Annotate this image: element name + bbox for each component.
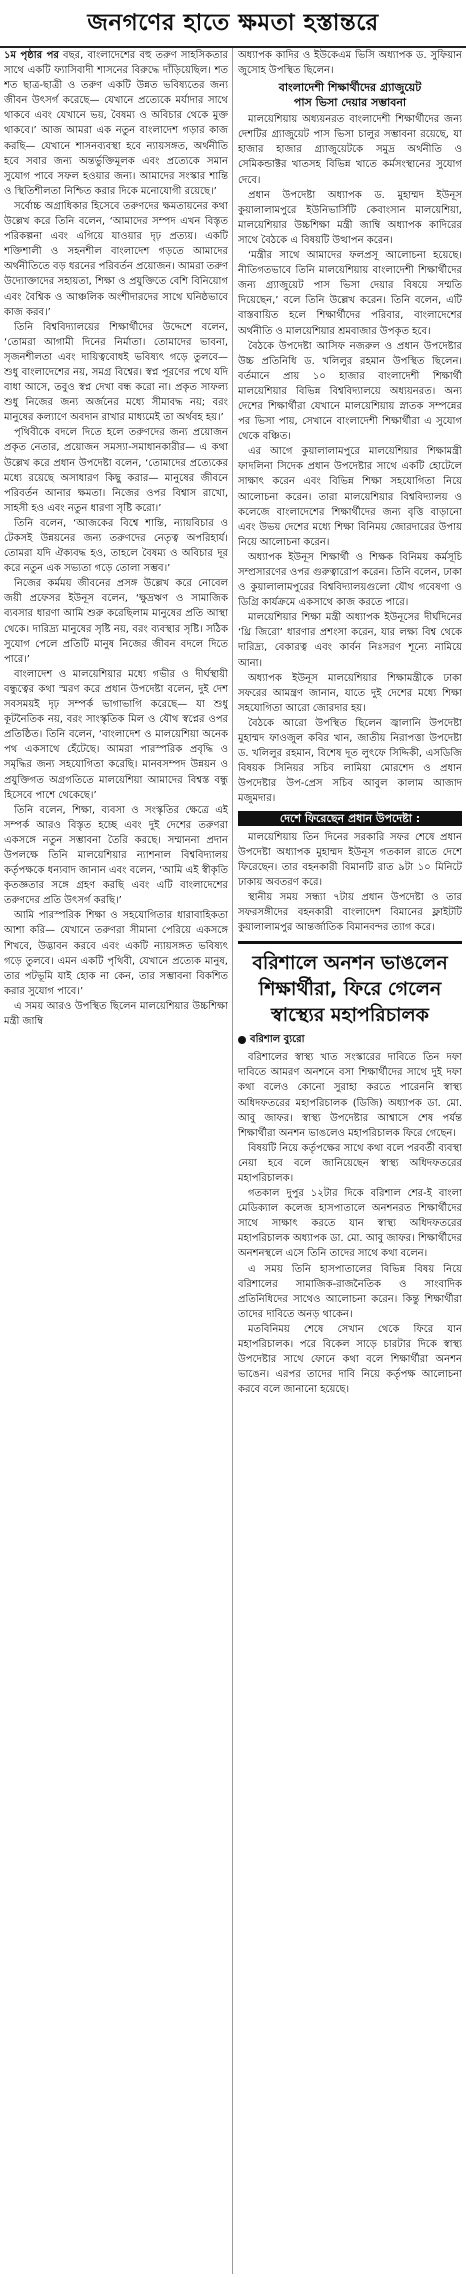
subheading-line: পাস ভিসা দেয়ার সম্ভাবনা (293, 96, 407, 110)
article-paragraph: তিনি বলেন, ‘আজকের বিশ্বে শান্তি, ন্যায়বিচার ও টেকসই উন্নয়নের জন্য তরুণদের নেতৃত্ব অপরিহার্য। তোমরা যদি ঐক্যবদ্ধ হও, তাহলে বৈষম্য ও অবিচার দূর করে নতুন এক সভ্যতা গড়ে তোলা সম্ভব।’ (4, 517, 228, 575)
article-paragraph: এ সময় আরও উপস্থিত ছিলেন মালয়েশিয়ার উচ্চশিক্ষা মন্ত্রী জাম্বি (4, 1000, 228, 1027)
continued-label: ১ম পৃষ্ঠার পর (4, 50, 59, 61)
article-paragraph: অধ্যাপক কাদির ও ইউকেএম ভিসি অধ্যাপক ড. সুফিয়ান জুসোহ উপস্থিত ছিলেন। (238, 50, 462, 77)
left-column (4, 48, 228, 2274)
article-paragraph: ‘মন্ত্রীর সাথে আমাদের ফলপ্রসূ আলোচনা হয়েছে। নীতিগতভাবে তিনি মালয়েশিয়ায় বাংলাদেশী শিক্ষার্থীদের জন্য গ্র্যাজুয়েট পাস ভিসা দেয়ার বিষয়ে সম্মতি দিয়েছেন,’ বলে তিনি উল্লেখ করেন। তিনি বলেন, এটি বাস্তবায়িত হলে শিক্ষার্থীদের পরিবার, বাংলাদেশের অর্থনীতি ও মালয়েশিয়ার শ্রমবাজার উপকৃত হবে। (238, 250, 462, 337)
right-column (238, 48, 462, 2274)
bullet-icon (238, 1036, 246, 1044)
article-paragraph: এর আগে কুয়ালালামপুরে মালয়েশিয়ার শিক্ষামন্ত্রী ফাদলিনা সিদেক প্রধান উপদেষ্টার সাথে একটি হোটেলে সাক্ষাৎ করেন এবং বিভিন্ন শিক্ষা সহযোগিতা নিয়ে আলোচনা করেন। তারা মালয়েশিয়ার বিশ্ববিদ্যালয় ও কলেজে বাংলাদেশের শিক্ষার্থীদের জন্য বৃত্তি বাড়ানো এবং উভয় দেশের মধ্যে শিক্ষা বিনিময় জোরদারের উপায় নিয়ে আলোচনা করেন। (238, 446, 462, 548)
article-paragraph: স্থানীয় সময় সন্ধ্যা ৭টায় প্রধান উপদেষ্টা ও তার সফরসঙ্গীদের বহনকারী বাংলাদেশ বিমানের ফ্লাইটটি কুয়ালালামপুর আন্তর্জাতিক বিমানবন্দর ত্যাগ করে। (238, 891, 462, 934)
article-paragraph: গতকাল দুপুর ১২টার দিকে বরিশাল শের-ই বাংলা মেডিক্যাল কলেজ হাসপাতালে অনশনরত শিক্ষার্থীদের সাথে সাক্ষাৎ করতে যান স্বাস্থ্য অধিদফতরের মহাপরিচালক অধ্যাপক ডা. মো. আবু জাফর। শিক্ষার্থীদের অনশনস্থলে এসে তিনি তাদের সাথে কথা বলেন। (238, 1188, 462, 1260)
article-paragraph: সর্বোচ্চ অগ্রাধিকার হিসেবে তরুণদের ক্ষমতায়নের কথা উল্লেখ করে তিনি বলেন, ‘আমাদের সম্পদ এখন বিস্তৃত পরিকল্পনা এবং এগিয়ে যাওয়ার দৃঢ় প্রত্যয়। একটি শক্তিশালী ও সহনশীল বাংলাদেশ গড়তে আমাদের অর্থনীতিতে বড় ধরনের পরিবর্তন প্রয়োজন। আমরা তরুণ উদ্যোক্তাদের সহায়তা, শিক্ষা ও প্রযুক্তিতে বেশি বিনিয়োগ এবং বৈশ্বিক ও আঞ্চলিক অংশীদারদের সাথে ঘনিষ্ঠভাবে কাজ করব।’ (4, 200, 228, 318)
barishal-story-headline: বরিশালে অনশন ভাঙলেন শিক্ষার্থীরা, ফিরে গেলেন স্বাস্থ্যের মহাপরিচালক (238, 941, 462, 1028)
article-paragraph: আমি পারস্পরিক শিক্ষা ও সহযোগিতার ধারাবাহিকতা আশা করি— যেখানে তরুণরা সীমানা পেরিয়ে একসঙ্গে শিখবে, উদ্ভাবন করবে এবং একটি ন্যায়সঙ্গত ভবিষ্যৎ গড়ে তুলবে। এমন একটি পৃথিবী, যেখানে প্রত্যেক মানুষ, তার পটভূমি যাই হোক না কেন, তার সম্ভাবনা বিকশিত করার সুযোগ পাবে।’ (4, 910, 228, 997)
article-paragraph: তিনি বলেন, শিক্ষা, ব্যবসা ও সংস্কৃতির ক্ষেত্রে এই সম্পর্ক আরও বিস্তৃত হচ্ছে এবং দুই দেশের তরুণরা একসঙ্গে নতুন সম্ভাবনা তৈরি করছে। সম্মাননা প্রদান উপলক্ষে তিনি মালয়েশিয়ার ন্যাশনাল বিশ্ববিদ্যালয় কর্তৃপক্ষকে ধন্যবাদ জানান এবং বলেন, ‘আমি এই স্বীকৃতি কৃতজ্ঞতার সঙ্গে গ্রহণ করছি এবং এটি বাংলাদেশের তরুণদের প্রতি উৎসর্গ করছি।’ (4, 804, 228, 907)
paragraph-text: বছর, বাংলাদেশের বহু তরুণ সাহসিকতার সাথে একটি ফ্যাসিবাদী শাসনের বিরুদ্ধে দাঁড়িয়েছিল। শত শত ছাত্র-ছাত্রী ও তরুণ একটি উন্নত ভবিষ্যতের জন্য জীবন উৎসর্গ করেছে— যেখানে প্রত্যেকে মর্যাদার সাথে থাকবে এবং যেখানে ভয়, বৈষম্য ও অবিচার থেকে মুক্ত থাকবে।’ আজ আমরা এক নতুন বাংলাদেশ গড়ার কাজ করছি— যেখানে শাসনব্যবস্থা হবে ন্যায়সঙ্গত, অর্থনীতি হবে সবার জন্য অন্তর্ভুক্তিমূলক এবং প্রত্যেকে সমান সুযোগ পাবে সফল হওয়ার জন্য। আমাদের সংস্কার শান্তি ও স্থিতিশীলতা নিশ্চিত করার দিকে মনোযোগী রয়েছে।’ (4, 50, 228, 197)
article-paragraph: অধ্যাপক ইউনূস মালয়েশিয়ার শিক্ষামন্ত্রীকে ঢাকা সফরের আমন্ত্রণ জানান, যাতে দুই দেশের মধ্যে শিক্ষা সহযোগিতা আরো জোরদার হয়। (238, 672, 462, 714)
main-headline: জনগণের হাতে ক্ষমতা হস্তান্তরে (0, 0, 466, 48)
subheading-returned-home: দেশে ফিরেছেন প্রধান উপদেষ্টা : (238, 811, 462, 826)
subheading-graduate-visa (238, 80, 462, 110)
article-paragraph: বাংলাদেশ ও মালয়েশিয়ার মধ্যে গভীর ও দীর্ঘস্থায়ী বন্ধুত্বের কথা স্মরণ করে প্রধান উপদেষ্টা বলেন, দুই দেশ সবসময়ই দৃঢ় সম্পর্ক ভাগাভাগি করেছে— যা শুধু কূটনৈতিক নয়, বরং সাংস্কৃতিক মিল ও যৌথ স্বপ্নের ওপর প্রতিষ্ঠিত। তিনি বলেন, ‘বাংলাদেশ ও মালয়েশিয়া অনেক পথ একসাথে হেঁটেছে। আমরা পারস্পরিক প্রবৃদ্ধি ও সমৃদ্ধির জন্য সহযোগিতা করেছি। মানবসম্পদ উন্নয়ন ও প্রযুক্তিগত অগ্রগতিতে মালয়েশিয়া আমাদের বিশ্বস্ত বন্ধু হিসেবে পাশে থেকেছে।’ (4, 668, 228, 801)
article-paragraph: বরিশালের স্বাস্থ্য খাত সংস্কারের দাবিতে তিন দফা দাবিতে আমরণ অনশনে বসা শিক্ষার্থীদের সাথে দুই দফা কথা বলেও কোনো সুরাহা করতে পারেননি স্বাস্থ্য অধিদফতরের মহাপরিচালক (ডিজি) অধ্যাপক ডা. মো. আবু জাফর। স্বাস্থ্য উপদেষ্টার আশ্বাসে শেষ পর্যন্ত শিক্ষার্থীরা অনশন ভাঙলেও মহাপরিচালক ফিরে গেছেন। (238, 1052, 462, 1139)
byline-text: বরিশাল ব্যুরো (250, 1034, 305, 1046)
column-divider (232, 48, 233, 2274)
article-paragraph: বৈঠকে উপদেষ্টা আসিফ নজরুল ও প্রধান উপদেষ্টার উচ্চ প্রতিনিধি ড. খলিলুর রহমান উপস্থিত ছিলেন। বর্তমানে প্রায় ১০ হাজার বাংলাদেশী শিক্ষার্থী মালয়েশিয়ার বিভিন্ন বিশ্ববিদ্যালয়ে অধ্যয়নরত। অন্য দেশের শিক্ষার্থীরা যেখানে মালয়েশিয়ায় স্নাতক সম্পন্নের পর ভিসা পায়, সেখানে বাংলাদেশী শিক্ষার্থীরা এ সুযোগ থেকে বঞ্চিত। (238, 340, 462, 443)
article-paragraph: বিষয়টি নিয়ে কর্তৃপক্ষের সাথে কথা বলে পরবর্তী ব্যবস্থা নেয়া হবে বলে জানিয়েছেন স্বাস্থ্য অধিদফতরের মহাপরিচালক। (238, 1142, 462, 1184)
article-paragraph: তিনি বিশ্ববিদ্যালয়ের শিক্ষার্থীদের উদ্দেশে বলেন, ‘তোমরা আগামী দিনের নির্মাতা। তোমাদের ভাবনা, সৃজনশীলতা এবং দায়িত্ববোধই ভবিষ্যৎ গড়ে তুলবে— শুধু বাংলাদেশের নয়, সমগ্র বিশ্বের। স্বপ্ন পূরণের পথে যদি বাধা আসে, তবুও স্বপ্ন দেখা বন্ধ করো না। প্রকৃত সাফল্য শুধু নিজের জন্য অর্জনের মধ্যে সীমাবদ্ধ নয়; বরং মানুষের কল্যাণে অবদান রাখার মাধ্যমেই তা অর্থবহ হয়।’ (4, 321, 228, 424)
byline (238, 1032, 462, 1047)
article-paragraph: মালয়েশিয়ায় অধ্যয়নরত বাংলাদেশী শিক্ষার্থীদের জন্য দেশটির গ্র্যাজুয়েট পাস ভিসা চালুর সম্ভাবনা রয়েছে, যা হাজার হাজার গ্র্যাজুয়েটকে সমুদ্র অর্থনীতি ও সেমিকন্ডাক্টর খাতসহ বিভিন্ন খাতে কর্মসংস্থানের সুযোগ দেবে। (238, 114, 462, 186)
article-paragraph: অধ্যাপক ইউনূস শিক্ষার্থী ও শিক্ষক বিনিময় কর্মসূচি সম্প্রসারণের ওপর গুরুত্বারোপ করেন। তিনি বলেন, ঢাকা ও কুয়ালালামপুরের বিশ্ববিদ্যালয়গুলো যৌথ গবেষণা ও ডিগ্রি কার্যক্রমে একসাথে কাজ করতে পারে। (238, 551, 462, 609)
article-paragraph: মালয়েশিয়ার শিক্ষা মন্ত্রী অধ্যাপক ইউনূসের দীর্ঘদিনের ‘থ্রি জিরো’ ধারণার প্রশংসা করেন, যার লক্ষ্য বিশ্ব থেকে দারিদ্র্য, বেকারত্ব এবং কার্বন নিঃসরণ শূন্যে নামিয়ে আনা। (238, 612, 462, 669)
article-paragraph: পৃথিবীকে বদলে দিতে হলে তরুণদের জন্য প্রয়োজন প্রকৃত নেতার, প্রয়োজন সমস্যা-সমাধানকারীর— এ কথা উল্লেখ করে প্রধান উপদেষ্টা বলেন, ‘তোমাদের প্রত্যেকের মধ্যে রয়েছে অসাধারণ কিছু করার— মানুষের জীবনে পরিবর্তন আনার ক্ষমতা। নিজের ওপর বিশ্বাস রাখো, সাহসী হও এবং নতুন ধারণা সৃষ্টি করো।’ (4, 427, 228, 514)
article-paragraph (4, 48, 228, 199)
article-paragraph: প্রধান উপদেষ্টা অধ্যাপক ড. মুহাম্মদ ইউনূস কুয়ালালামপুরে ইউনিভার্সিটি কেবাংসান মালয়েশিয়া, মালয়েশিয়ার উচ্চশিক্ষা মন্ত্রী জাম্বি অধ্যাপক কাদিরের সাথে বৈঠকে এ বিষয়টি উত্থাপন করেন। (238, 189, 462, 246)
article-paragraph: নিজের কর্মময় জীবনের প্রসঙ্গ উল্লেখ করে নোবেল জয়ী প্রফেসর ইউনূস বলেন, ‘ক্ষুদ্রঋণ ও সামাজিক ব্যবসার ধারণা আমি শুরু করেছিলাম মানুষের প্রতি আস্থা থেকে। দারিদ্র্য মানুষের সৃষ্টি নয়, বরং ব্যবস্থার সৃষ্টি। সঠিক সুযোগ পেলে প্রতিটি মানুষ নিজের জীবন বদলে দিতে পারে।’ (4, 578, 228, 665)
article-paragraph: মালয়েশিয়ায় তিন দিনের সরকারি সফর শেষে প্রধান উপদেষ্টা অধ্যাপক মুহাম্মদ ইউনূস গতকাল রাতে দেশে ফিরেছেন। তার বহনকারী বিমানটি রাত ৯টা ১০ মিনিটে ঢাকায় অবতরণ করে। (238, 831, 462, 888)
subheading-line: বাংলাদেশী শিক্ষার্থীদের গ্র্যাজুয়েট (278, 81, 422, 95)
article-paragraph: এ সময় তিনি হাসপাতালের বিভিন্ন বিষয় নিয়ে বরিশালের সামাজিক-রাজনৈতিক ও সাংবাদিক প্রতিনিধিদের সাথেও আলোচনা করেন। কিন্তু শিক্ষার্থীরা তাদের দাবিতে অনড় থাকেন। (238, 1263, 462, 1320)
article-paragraph: বৈঠকে আরো উপস্থিত ছিলেন জ্বালানি উপদেষ্টা মুহাম্মদ ফাওজুল কবির খান, জাতীয় নিরাপত্তা উপদেষ্টা ড. খলিলুর রহমান, বিশেষ দূত লুৎফে সিদ্দিকী, এসডিজি বিষয়ক সিনিয়র সচিব লামিয়া মোরশেদ ও প্রধান উপদেষ্টার উপ-প্রেস সচিব আবুল কালাম আজাদ মজুমদার। (238, 717, 462, 805)
article-paragraph: মতবিনিময় শেষে সেখান থেকে ফিরে যান মহাপরিচালক। পরে বিকেল সাড়ে চারটার দিকে স্বাস্থ্য উপদেষ্টার সাথে ফোনে কথা বলে শিক্ষার্থীরা অনশন ভাঙেন। এরপর তাদের দাবি নিয়ে কর্তৃপক্ষ আলোচনা করবে বলে জানানো হয়েছে। (238, 1323, 462, 1396)
